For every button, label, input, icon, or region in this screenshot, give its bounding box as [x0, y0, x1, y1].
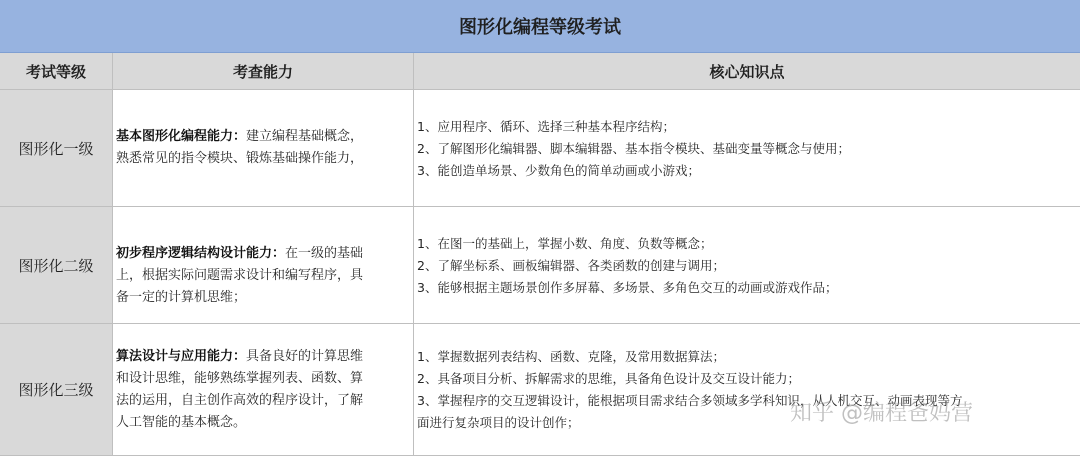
level-cell: 图形化二级: [0, 207, 112, 323]
table-row: [0, 90, 1080, 207]
watermark: 知乎 @编程爸妈营: [790, 401, 973, 426]
ability-cell: [116, 243, 406, 309]
ability-text: 熟悉常见的指令模块、锻炼基础操作能力，: [116, 151, 364, 166]
knowledge-item: 2、了解图形化编辑器、脚本编辑器、基本指令模块、基础变量等概念与使用；: [417, 141, 850, 156]
ability-cell: [116, 346, 406, 434]
header-ability: 考查能力: [113, 53, 413, 90]
column-divider: [413, 53, 414, 456]
column-divider: [112, 53, 113, 456]
level-cell: 图形化三级: [0, 324, 112, 455]
knowledge-item: 3、能创造单场景、少数角色的简单动画或小游戏；: [417, 163, 700, 178]
knowledge-item: 面进行复杂项目的设计创作；: [417, 415, 580, 430]
ability-text: 在一级的基础: [285, 246, 364, 261]
ability-text: 备一定的计算机思维；: [116, 290, 247, 305]
ability-cell: [116, 126, 406, 170]
knowledge-item: 2、了解坐标系、画板编辑器、各类函数的创建与调用；: [417, 258, 725, 273]
ability-title: 算法设计与应用能力：: [116, 349, 247, 364]
ability-text: 具备良好的计算思维: [246, 349, 364, 364]
knowledge-item: 3、能够根据主题场景创作多屏幕、多场景、多角色交互的动画或游戏作品；: [417, 280, 838, 295]
knowledge-item: 1、掌握数据列表结构、函数、克隆，及常用数据算法；: [417, 349, 725, 364]
ability-text: 上，根据实际问题需求设计和编写程序，具: [116, 268, 364, 283]
ability-text: 人工智能的基本概念。: [116, 415, 247, 430]
table-title: 图形化编程等级考试: [0, 0, 1080, 53]
knowledge-item: 1、应用程序、循环、选择三种基本程序结构；: [417, 119, 675, 134]
ability-text: 建立编程基础概念，: [246, 129, 364, 144]
knowledge-item: 1、在图一的基础上，掌握小数、角度、负数等概念；: [417, 236, 713, 251]
table-row: [0, 324, 1080, 456]
knowledge-item: 2、具备项目分析、拆解需求的思维，具备角色设计及交互设计能力；: [417, 371, 800, 386]
knowledge-cell: [417, 116, 1072, 182]
ability-title: 基本图形化编程能力：: [116, 129, 247, 144]
level-cell: 图形化一级: [0, 90, 112, 206]
ability-text: 法的运用，自主创作高效的程序设计，了解: [116, 393, 364, 408]
header-level: 考试等级: [0, 53, 112, 90]
knowledge-cell: [417, 346, 1072, 434]
ability-text: 和设计思维，能够熟练掌握列表、函数、算: [116, 371, 364, 386]
knowledge-cell: [417, 233, 1072, 299]
knowledge-item: 3、掌握程序的交互逻辑设计，能根据项目需求结合多领域多学科知识，从人机交互、动画表现等方: [417, 393, 963, 408]
header-knowledge: 核心知识点: [414, 53, 1080, 90]
table-row: [0, 207, 1080, 324]
ability-title: 初步程序逻辑结构设计能力：: [116, 246, 286, 261]
